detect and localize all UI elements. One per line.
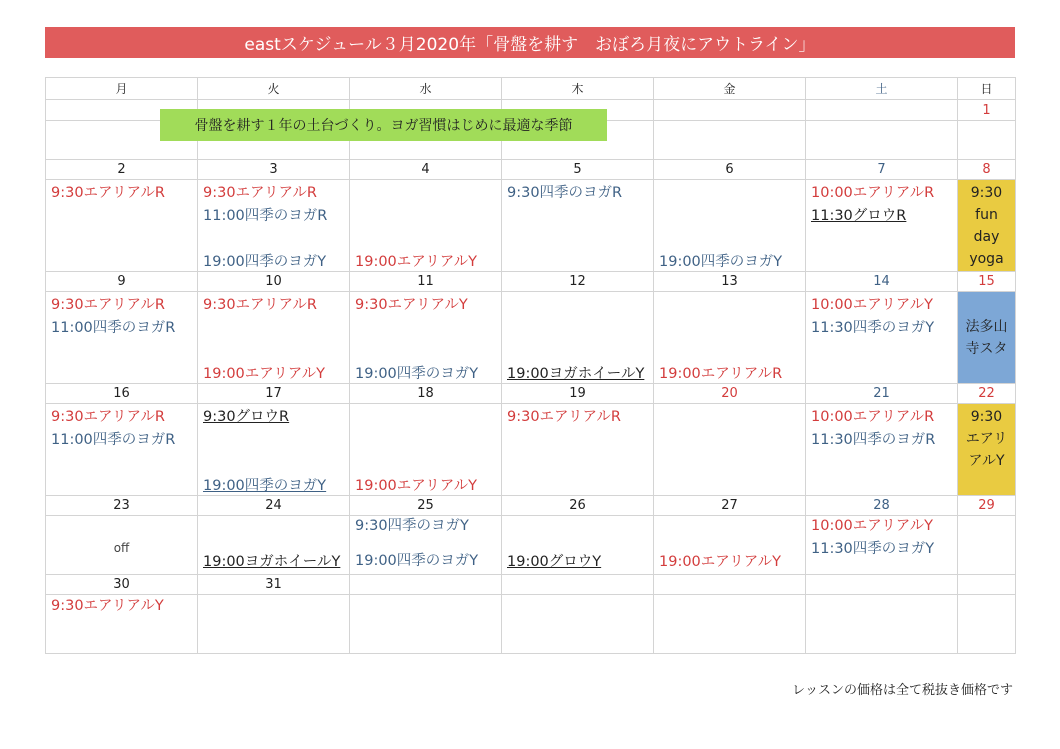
event: 10:00エアリアルR <box>811 185 935 201</box>
day-number: 22 <box>958 384 1016 404</box>
day-number: 4 <box>350 160 502 180</box>
day-number: 24 <box>198 496 350 516</box>
event: 9:30エアリアルR <box>203 297 317 313</box>
event: 10:00エアリアルY <box>811 518 933 534</box>
special-text: 9:30 <box>970 409 1003 425</box>
day-cell <box>502 180 654 272</box>
special-text: 法多山 <box>965 319 1008 335</box>
event: 19:00グロウY <box>507 554 602 570</box>
event: 9:30エアリアルR <box>51 185 165 201</box>
event: 9:30エアリアルR <box>51 297 165 313</box>
day-cell <box>350 516 502 575</box>
event: 10:00エアリアルY <box>811 297 933 313</box>
week5-body <box>46 595 1016 654</box>
day-number: 5 <box>502 160 654 180</box>
weekday-tue: 火 <box>198 78 350 100</box>
event: 19:00ヨガホイールY <box>203 554 341 570</box>
weekday-sat: 土 <box>806 78 958 100</box>
day-cell <box>198 516 350 575</box>
info-banner: 骨盤を耕す１年の土台づくり。ヨガ習慣はじめに最適な季節 <box>160 109 607 141</box>
event: 9:30エアリアルY <box>51 598 164 614</box>
event: 9:30エアリアルR <box>203 185 317 201</box>
day-number: 11 <box>350 272 502 292</box>
day-cell <box>654 404 806 496</box>
special-text: アルY <box>968 453 1005 469</box>
weekday-thu: 木 <box>502 78 654 100</box>
week2-body <box>46 292 1016 384</box>
event: 10:00エアリアルR <box>811 409 935 425</box>
off-label: off <box>113 541 130 555</box>
day-cell <box>502 292 654 384</box>
week3-days <box>46 384 1016 404</box>
day-cell <box>806 404 958 496</box>
event: 11:30四季のヨガR <box>811 432 936 448</box>
day-number: 14 <box>806 272 958 292</box>
event: 9:30四季のヨガY <box>355 518 469 534</box>
day-number: 8 <box>958 160 1016 180</box>
event: 19:00エアリアルY <box>355 254 477 270</box>
event: 19:00四季のヨガY <box>659 254 783 270</box>
day-number: 17 <box>198 384 350 404</box>
event: 11:30四季のヨガY <box>811 320 935 336</box>
event: 19:00エアリアルY <box>355 478 477 494</box>
day-number: 27 <box>654 496 806 516</box>
event: 9:30エアリアルR <box>507 409 621 425</box>
day-cell <box>654 516 806 575</box>
event: 9:30エアリアルR <box>51 409 165 425</box>
week3-body <box>46 404 1016 496</box>
day-number: 18 <box>350 384 502 404</box>
event: 9:30グロウR <box>203 409 290 425</box>
event: 11:00四季のヨガR <box>203 208 328 224</box>
price-note: レッスンの価格は全て税抜き価格です <box>792 683 1013 698</box>
day-number: 7 <box>806 160 958 180</box>
day-number: 9 <box>46 272 198 292</box>
day-number: 30 <box>46 575 198 595</box>
event: 11:00四季のヨガR <box>51 432 176 448</box>
day-cell <box>198 404 350 496</box>
day-cell <box>350 404 502 496</box>
special-text: 寺スタ <box>965 341 1008 357</box>
special-text: day <box>973 229 1000 245</box>
week5-days <box>46 575 1016 595</box>
event: 19:00四季のヨガY <box>203 478 327 494</box>
week4-body <box>46 516 1016 575</box>
event: 19:00エアリアルY <box>203 366 325 382</box>
day-cell-special <box>958 404 1016 496</box>
weekday-mon: 月 <box>46 78 198 100</box>
page-title: eastスケジュール３月2020年「骨盤を耕す おぼろ月夜にアウトライン」 <box>45 27 1015 58</box>
day-cell <box>806 180 958 272</box>
day-cell-special <box>958 180 1016 272</box>
special-text: yoga <box>969 251 1004 267</box>
special-text: fun <box>975 207 998 223</box>
day-number: 10 <box>198 272 350 292</box>
day-cell <box>46 595 198 654</box>
weekday-fri: 金 <box>654 78 806 100</box>
week4-days <box>46 496 1016 516</box>
day-cell <box>46 292 198 384</box>
day-cell <box>350 180 502 272</box>
day-cell <box>806 516 958 575</box>
day-cell <box>958 516 1016 575</box>
day-number: 31 <box>198 575 350 595</box>
event: 19:00四季のヨガY <box>355 553 479 569</box>
day-number: 3 <box>198 160 350 180</box>
weekday-wed: 水 <box>350 78 502 100</box>
event: 11:00四季のヨガR <box>51 320 176 336</box>
day-number: 2 <box>46 160 198 180</box>
week1-body <box>46 180 1016 272</box>
day-number: 29 <box>958 496 1016 516</box>
calendar <box>45 77 1015 654</box>
day-cell <box>806 292 958 384</box>
day-number: 26 <box>502 496 654 516</box>
event: 11:30四季のヨガY <box>811 541 935 557</box>
special-text: エアリ <box>965 431 1008 447</box>
event: 19:00四季のヨガY <box>203 254 327 270</box>
day-number: 21 <box>806 384 958 404</box>
day-cell <box>46 404 198 496</box>
day-cell <box>654 180 806 272</box>
weekday-header <box>46 78 1016 100</box>
event: 19:00エアリアルR <box>659 366 783 382</box>
special-text: 9:30 <box>970 185 1003 201</box>
day-cell <box>46 516 198 575</box>
event: 9:30エアリアルY <box>355 297 468 313</box>
day-number: 12 <box>502 272 654 292</box>
day-1: 1 <box>958 100 1016 121</box>
day-cell <box>502 404 654 496</box>
day-number: 6 <box>654 160 806 180</box>
day-cell-special <box>958 292 1016 384</box>
day-number: 13 <box>654 272 806 292</box>
day-number: 25 <box>350 496 502 516</box>
event: 19:00ヨガホイールY <box>507 366 645 382</box>
day-number: 23 <box>46 496 198 516</box>
weekday-sun: 日 <box>958 78 1016 100</box>
day-cell <box>198 180 350 272</box>
day-cell <box>350 292 502 384</box>
event: 19:00四季のヨガY <box>355 366 479 382</box>
week1-days <box>46 160 1016 180</box>
day-cell <box>502 516 654 575</box>
event: 11:30グロウR <box>811 208 907 224</box>
event: 9:30四季のヨガR <box>507 185 623 201</box>
day-number: 15 <box>958 272 1016 292</box>
day-number: 19 <box>502 384 654 404</box>
day-cell <box>654 292 806 384</box>
day-number: 16 <box>46 384 198 404</box>
day-number: 28 <box>806 496 958 516</box>
day-cell <box>46 180 198 272</box>
event: 19:00エアリアルY <box>659 554 781 570</box>
day-cell <box>198 292 350 384</box>
day-number: 20 <box>654 384 806 404</box>
week2-days <box>46 272 1016 292</box>
calendar-table <box>45 77 1016 654</box>
